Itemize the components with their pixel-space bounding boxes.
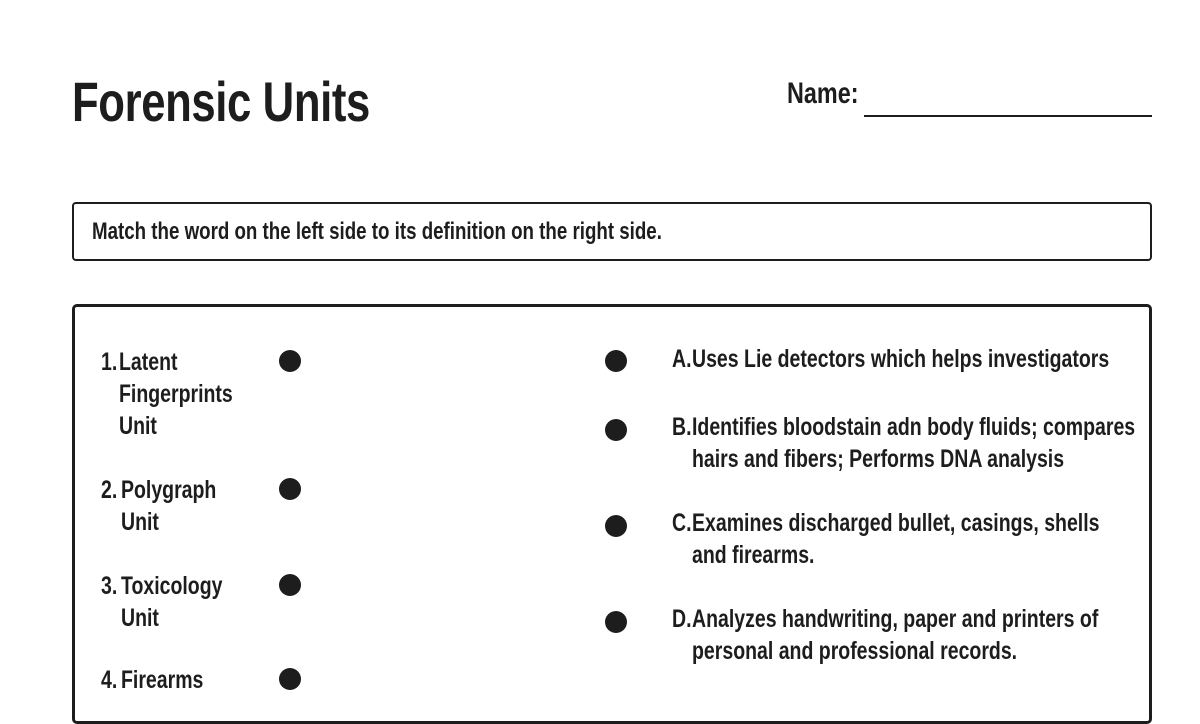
definition-text: Examines discharged bullet, casings, shells and firearms. [692, 509, 1100, 569]
name-label: Name: [787, 77, 859, 110]
term-text: Toxicology Unit [121, 572, 223, 632]
definition-letter: D. [672, 605, 692, 633]
term-text: Latent Fingerprints Unit [119, 348, 233, 440]
term-dot[interactable] [279, 478, 301, 500]
instructions-text: Match the word on the left side to its definition on the right side. [92, 218, 662, 245]
definition-dot[interactable] [605, 419, 627, 441]
definition-letter: A. [672, 345, 692, 373]
term-number: 2. [101, 476, 118, 504]
definition-letter: B. [672, 413, 692, 441]
matching-box [72, 304, 1152, 724]
definition-text: Identifies bloodstain adn body fluids; compares hairs and fibers; Performs DNA analysis [692, 413, 1136, 473]
term-number: 3. [101, 572, 118, 600]
term-text: Firearms [121, 666, 204, 694]
definition-letter: C. [672, 509, 692, 537]
term-number: 1. [101, 348, 118, 376]
worksheet-title: Forensic Units [72, 70, 370, 133]
definition-dot[interactable] [605, 350, 627, 372]
term-dot[interactable] [279, 574, 301, 596]
definition-dot[interactable] [605, 515, 627, 537]
name-line[interactable] [864, 115, 1152, 117]
definition-dot[interactable] [605, 611, 627, 633]
term-dot[interactable] [279, 668, 301, 690]
definition-text: Uses Lie detectors which helps investigators [692, 345, 1110, 373]
term-text: Polygraph Unit [121, 476, 217, 536]
term-dot[interactable] [279, 350, 301, 372]
term-number: 4. [101, 666, 118, 694]
instructions-box [72, 202, 1152, 261]
definition-text: Analyzes handwriting, paper and printers of personal and professional records. [692, 605, 1099, 665]
